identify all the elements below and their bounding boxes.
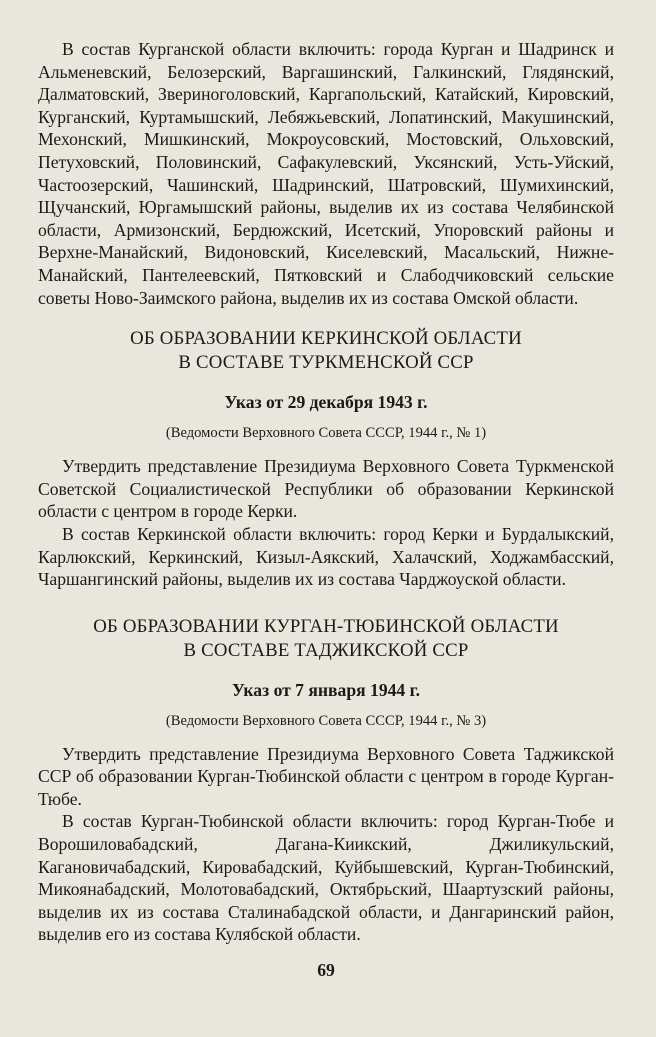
decree-title: Указ от 29 декабря 1943 г. — [224, 392, 428, 413]
section-paragraph: В состав Курган-Тюбинской области включить: город Курган-Тюбе и Ворошиловабадский, Дагана-Киикский, Джиликульский, Кагановичабадский, Кировабадский, Куйбышевский, Курган-Тюбинский, Микоянабадский, Молотовабадский, Октябрьский, Шаартузский районы, выделив их из состава Сталинабадской области, и Дангаринский район, выделив его из состава Кулябской области. — [38, 811, 614, 945]
section-heading-line2: В СОСТАВЕ ТУРКМЕНСКОЙ ССР — [178, 352, 474, 374]
decree-source: (Ведомости Верховного Совета СССР, 1944 г., № 1) — [165, 425, 487, 442]
section-paragraph: Утвердить представление Президиума Верховного Совета Туркменской Советской Социалистической Республики об образовании Керкинской области с центром в городе Керки. — [38, 456, 614, 522]
section-paragraph: Утвердить представление Президиума Верховного Совета Таджикской ССР об образовании Курган-Тюбинской области с центром в городе Курган-Тюбе. — [38, 743, 614, 809]
page-number: 69 — [317, 960, 335, 981]
section-kerki — [38, 327, 614, 591]
section-paragraph: В состав Керкинской области включить: город Керки и Бурдалыкский, Карлюкский, Керкинский, Кизыл-Аякский, Халачский, Ходжамбасский, Чаршангинский районы, выделив их из состава Чарджоуской области. — [38, 523, 614, 590]
decree-title: Указ от 7 января 1944 г. — [231, 679, 421, 700]
section-heading-line1: ОБ ОБРАЗОВАНИИ КЕРКИНСКОЙ ОБЛАСТИ — [130, 328, 522, 350]
intro-paragraph: В состав Курганской области включить: города Курган и Шадринск и Альменевский, Белозерский, Варгашинский, Галкинский, Глядянский, Далматовский, Звериноголовский, Каргапольский, Катайский, Кировский, Курганский, Куртамышский, Лебяжьевский, Лопатинский, Макушинский, Мехонский, Мишкинский, Мокроусовский, Мостовский, Ольховский, Петуховский, Половинский, Сафакулевский, Уксянский, Усть-Уйский, Частоозерский, Чашинский, Шадринский, Шатровский, Шумихинский, Щучанский, Юргамышский районы, выделив их из состава Челябинской области, Армизонский, Бердюжский, Исетский, Упоровский районы и Верхне-Манайский, Видоновский, Киселевский, Масальский, Нижне-Манайский, Пантелеевский, Пятковский и Слабодчиковский сельские советы Ново-Заимского района, выделив их из состава Омской области. — [38, 39, 614, 308]
section-heading-line2: В СОСТАВЕ ТАДЖИКСКОЙ ССР — [183, 639, 469, 661]
section-kurgan-tyube — [38, 615, 614, 946]
decree-source: (Ведомости Верховного Совета СССР, 1944 г., № 3) — [165, 712, 487, 729]
page-content — [38, 38, 614, 981]
section-heading-line1: ОБ ОБРАЗОВАНИИ КУРГАН-ТЮБИНСКОЙ ОБЛАСТИ — [93, 615, 559, 637]
